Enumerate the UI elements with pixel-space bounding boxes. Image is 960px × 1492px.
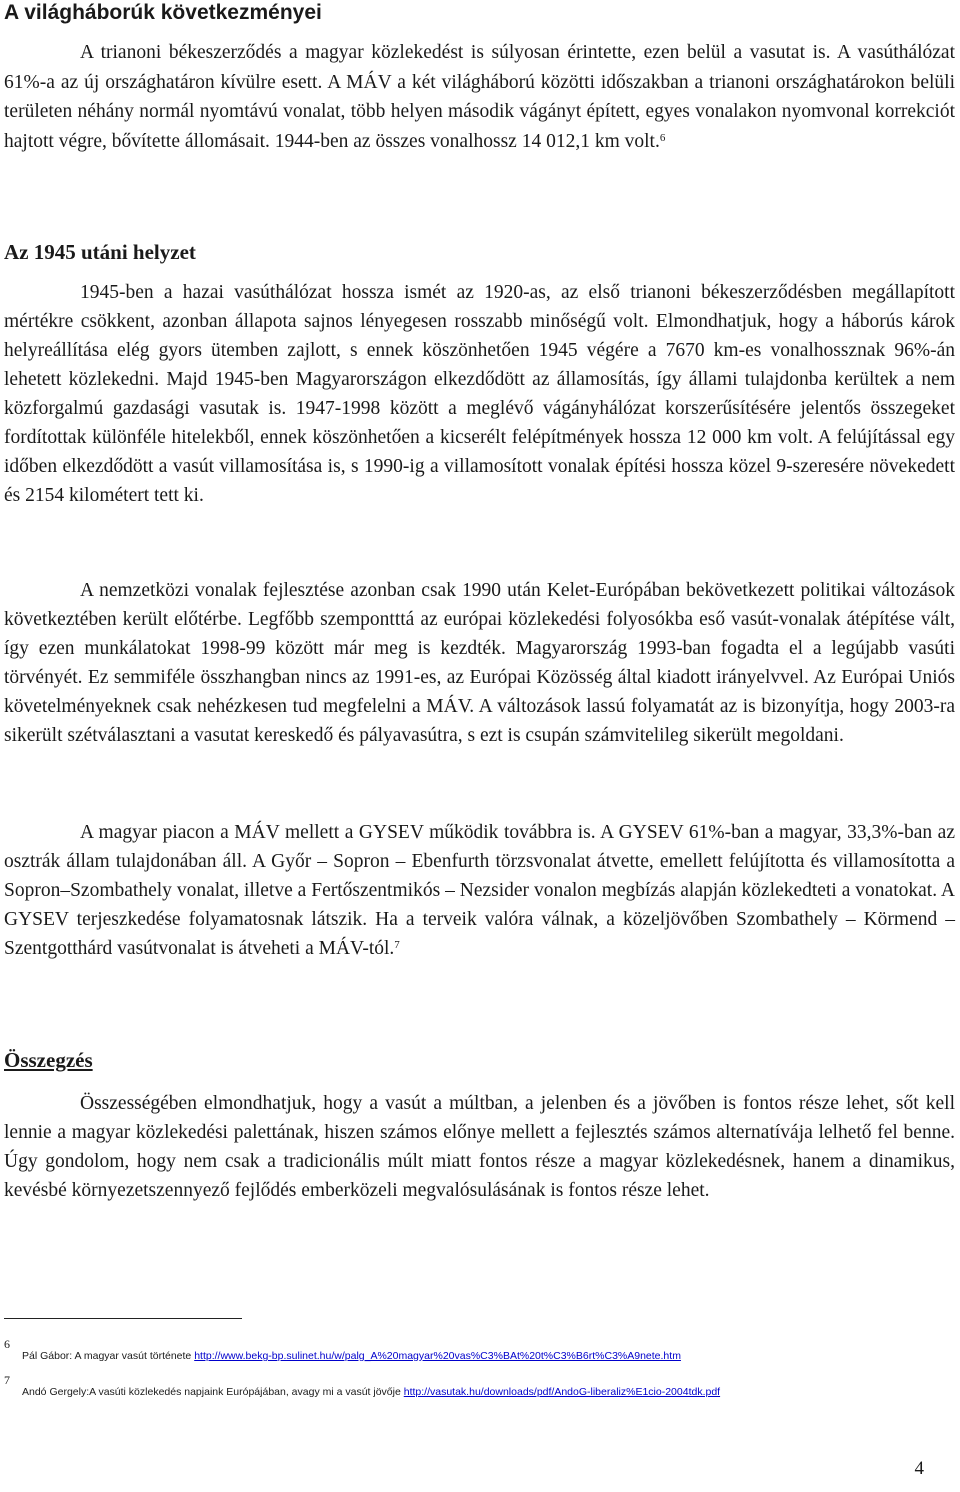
- paragraph-text: A magyar piacon a MÁV mellett a GYSEV működik továbbra is. A GYSEV 61%-ban a magyar, 33,3%-ban az osztrák állam tulajdonában áll. A Győr – Sopron – Ebenfurth törzsvonalat átvette, emellett felújította és villamosította a Sopron–Szombathely vonalat, illetve a Fertőszentmikós – Nezsider vonalon megbízás alapján közlekedteti a vonatokat. A GYSEV terjeszkedése folyamatosnak látszik. Ha a terveik valóra válnak, a közeljövőben Szombathely – Körmend – Szentgotthárd vasútvonalat is átveheti a MÁV-tól.: [4, 822, 955, 959]
- footnote-number: 6: [4, 1337, 10, 1351]
- section-title-world-wars: A világháborúk következményei: [4, 1, 322, 24]
- footnote-7: [22, 1386, 720, 1398]
- footnote-text: Pál Gábor: A magyar vasút története: [22, 1350, 195, 1362]
- footnote-number: 7: [4, 1373, 10, 1387]
- paragraph-after-1945-3: [4, 818, 955, 963]
- footnote-separator: [4, 1318, 242, 1319]
- paragraph-summary: Összességében elmondhatjuk, hogy a vasút a múltban, a jelenben és a jövőben is fontos része lehet, sőt kell lennie a magyar közlekedési palettának, hiszen számos előnye mellett a fejlesztés számos alternatívája lelhető fel benne. Úgy gondolom, hogy nem csak a tradicionális múlt miatt fontos része a magyar közlekedésnek, hanem a dinamikus, kevésbé környezetszennyező fejlődés emberközeli megvalósulásának is fontos része lehet.: [4, 1093, 955, 1201]
- footnote-link[interactable]: http://www.bekg-bp.sulinet.hu/w/palg_A%20magyar%20vas%C3%BAt%20t%C3%B6rt%C3%A9nete.htm: [194, 1350, 681, 1362]
- footnote-ref-7[interactable]: 7: [394, 939, 400, 951]
- page-number: 4: [914, 1458, 924, 1479]
- section-title-after-1945: Az 1945 utáni helyzet: [4, 240, 196, 264]
- paragraph-after-1945-2: A nemzetközi vonalak fejlesztése azonban csak 1990 után Kelet-Európában bekövetkezett politikai változások következtében került előtérbe. Legfőbb szempontttá az európai közlekedési folyosókba eső vasút-vonalak átépítése vált, így ezen munkálatokat 1998-99 között már meg is kezdték. Magyarország 1993-ban fogadta el a legújabb vasúti törvényét. Ez semmiféle összhangban nincs az 1991-es, az Európai Közösség által kiadott irányelvvel. Az Európai Uniós követelményeknek csak nehézkesen tud megfelelni a MÁV. A változások lassú folyamatát az is bizonyítja, hogy 2003-ra sikerült szétválasztani a vasutat kereskedő és pályavasútra, s ezt is csupán számvitelileg sikerült megoldani.: [4, 580, 955, 746]
- footnote-text: Andó Gergely:A vasúti közlekedés napjaink Európájában, avagy mi a vasút jövője: [22, 1386, 404, 1398]
- paragraph-after-1945-1: 1945-ben a hazai vasúthálózat hossza ismét az 1920-as, az első trianoni békeszerződésben megállapított mértékre csökkent, azonban állapota sajnos lényegesen rosszabb minőségű volt. Elmondhatjuk, hogy a háborús károk helyreállítása elég gyors ütemben zajlott, s ennek köszönhetően 1945 végére a 7670 km-es vonalhossznak 96%-án lehetett közlekedni. Majd 1945-ben Magyarországon elkezdődött az államosítás, így állami tulajdonba kerültek a nem közforgalmú gazdasági vasutak is. 1947-1998 között a meglévő vágányhálózat korszerűsítésére jelentős összegeket fordítottak különféle hitelekből, ennek köszönhetően a kicserélt felépítmények hossza 12 000 km volt. A felújítással egy időben elkezdődött a vasút villamosítása is, s 1990-ig a villamosított vonalak építési hossza közel 9-szeresére növekedett és 2154 kilométert tett ki.: [4, 282, 955, 506]
- footnote-6: [22, 1350, 681, 1362]
- paragraph-text: A trianoni békeszerződés a magyar közlekedést is súlyosan érintette, ezen belül a vasutat is. A vasúthálózat 61%-a az új országhatáron kívülre esett. A MÁV a két világháború közötti időszakban a trianoni országhatárokon belüli területen néhány normál nyomtávú vonalat, több helyen második vágányt épített, egyes vonalakon nyomvonal korrekciót hajtott végre, bővítette állomásait. 1944-ben az összes vonalhossz 14 012,1 km volt.: [4, 42, 955, 152]
- footnote-ref-6[interactable]: 6: [659, 131, 666, 144]
- section-title-summary: Összegzés: [4, 1048, 93, 1072]
- footnote-link[interactable]: http://vasutak.hu/downloads/pdf/AndoG-liberaliz%E1cio-2004tdk.pdf: [403, 1386, 721, 1398]
- paragraph-world-wars: [4, 38, 955, 156]
